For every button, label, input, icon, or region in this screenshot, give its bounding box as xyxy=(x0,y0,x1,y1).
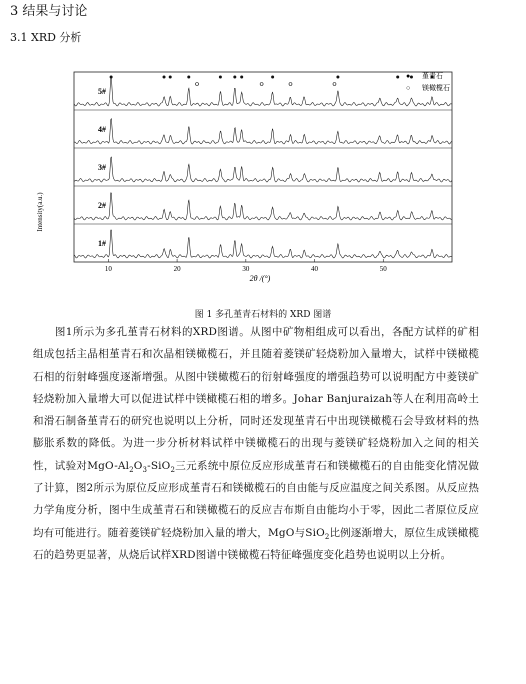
series-line-4# xyxy=(74,119,452,144)
body-paragraph xyxy=(33,321,479,566)
series-line-2# xyxy=(74,193,452,220)
subsection-heading: 3.1 XRD 分析 xyxy=(10,31,82,44)
series-label: 5# xyxy=(98,87,106,96)
figure-caption: 图 1 多孔堇青石材料的 XRD 图谱 xyxy=(194,310,332,320)
section-heading: 3 结果与讨论 xyxy=(10,4,88,19)
xrd-figure xyxy=(34,64,474,296)
forsterite-marker xyxy=(260,83,263,86)
cordierite-marker xyxy=(219,76,222,79)
xrd-chart xyxy=(34,64,474,296)
x-tick-label: 40 xyxy=(311,265,319,273)
paragraph-text: -SiO xyxy=(147,459,171,472)
series-label: 3# xyxy=(98,163,106,172)
x-tick-label: 20 xyxy=(173,265,181,273)
cordierite-marker xyxy=(410,76,413,79)
series-label: 2# xyxy=(98,201,106,210)
cordierite-marker xyxy=(240,76,243,79)
plot-frame xyxy=(74,72,452,262)
x-tick-label: 10 xyxy=(104,265,112,273)
forsterite-marker xyxy=(289,83,292,86)
legend-label-forsterite: 镁橄榄石 xyxy=(422,84,450,92)
cordierite-marker xyxy=(396,76,399,79)
legend-symbol-cordierite: ● xyxy=(406,72,411,80)
forsterite-marker xyxy=(196,83,199,86)
forsterite-marker xyxy=(333,83,336,86)
series-line-3# xyxy=(74,157,452,182)
cordierite-marker xyxy=(271,76,274,79)
y-axis-label: Intensity(a.u.) xyxy=(36,192,44,232)
series-label: 1# xyxy=(98,239,106,248)
series-label: 4# xyxy=(98,125,106,134)
x-axis-label: 2θ /(°) xyxy=(249,274,271,283)
cordierite-marker xyxy=(110,76,113,79)
subscript: 2 xyxy=(170,465,176,474)
subscript: 2 xyxy=(324,532,330,541)
cordierite-marker xyxy=(336,76,339,79)
cordierite-marker xyxy=(169,76,172,79)
subscript: 3 xyxy=(142,465,148,474)
series-line-1# xyxy=(74,230,452,258)
subscript: 2 xyxy=(129,465,134,474)
paragraph-text: O xyxy=(133,459,143,472)
paragraph-text: 三元系统中原位反应形成堇青石和镁橄榄石的自由能变化情况做了计算，图2所示为原位反应形成堇青石和镁橄榄石的自由能与反应温度之间关系图。从反应热力学角度分析，图中生成堇青石和镁橄榄石的反应吉布斯自由能均小于零，因此二者原位反应均有可能进行。随着菱镁矿轻烧粉加入量的增大，MgO与SiO xyxy=(33,459,479,539)
legend xyxy=(406,71,450,92)
paragraph-text: 图1所示为多孔堇青石材料的XRD图谱。从图中矿物相组成可以看出，各配方试样的矿相组成包括主晶相堇青石和次晶相镁橄榄石，并且随着菱镁矿轻烧粉加入量增大，试样中镁橄榄石相的衍射峰强度逐渐增强。从图中镁橄榄石的衍射峰强度的增强趋势可以说明配方中菱镁矿轻烧粉加入量增大可以促进试样中镁橄榄石相的增多。Johar Banjuraizah等人在利用高岭土和滑石制备堇青石的研究也说明以上分析，同时还发现堇青石中出现镁橄榄石会导致材料的热膨胀系数的降低。为进一步分析材料试样中镁橄榄石的出现与菱镁矿轻烧粉加入之间的相关性，试验对MgO-Al xyxy=(33,326,479,472)
cordierite-marker xyxy=(187,76,190,79)
cordierite-marker xyxy=(163,76,166,79)
x-tick-label: 30 xyxy=(242,265,250,273)
legend-symbol-forsterite: ○ xyxy=(406,84,411,92)
cordierite-marker xyxy=(233,76,236,79)
series-line-5# xyxy=(74,77,452,106)
x-tick-label: 50 xyxy=(379,265,387,273)
paragraph-text: 比例逐渐增大，原位生成镁橄榄石的趋势更显著，从烧后试样XRD图谱中镁橄榄石特征峰强度变化趋势也说明以上分析。 xyxy=(33,526,479,561)
legend-label-cordierite: 堇青石 xyxy=(422,72,443,80)
